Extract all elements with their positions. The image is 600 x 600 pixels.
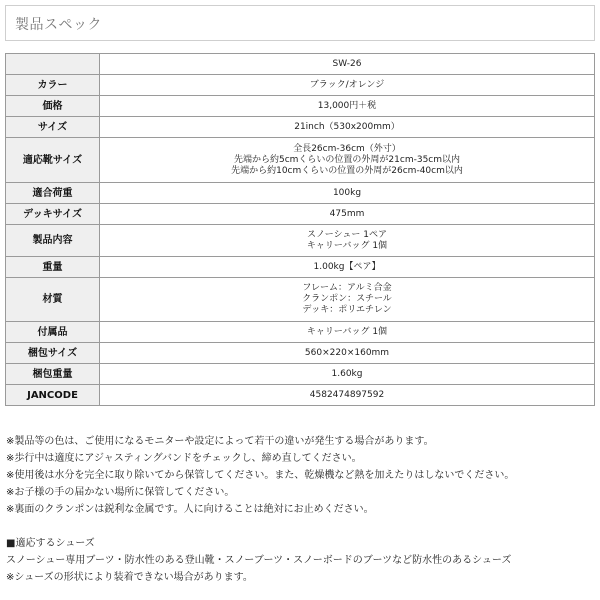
note-line: ※歩行中は適度にアジャスティングバンドをチェックし、締め直してください。 [6, 453, 362, 464]
row-label: 材質 [6, 278, 100, 322]
row-value [100, 257, 595, 278]
note-line: ※製品等の色は、ご使用になるモニターや設定によって若干の違いが発生する場合があります。 [6, 436, 434, 447]
row-label: 適応靴サイズ [6, 138, 100, 183]
row-value [100, 385, 595, 406]
value-line: 4582474897592 [309, 389, 385, 400]
row-label: デッキサイズ [6, 204, 100, 225]
row-value [100, 204, 595, 225]
value-line: 560×220×160mm [304, 347, 390, 358]
row-label: 価格 [6, 96, 100, 117]
shoes-heading: ■適応するシューズ [6, 538, 95, 549]
value-line: 先端から約10cmくらいの位置の外周が26cm-40cm以内 [231, 165, 463, 176]
value-line: 100kg [332, 187, 362, 198]
row-label: 梱包サイズ [6, 343, 100, 364]
note-line: ※お子様の手の届かない場所に保管してください。 [6, 487, 235, 498]
table-row [6, 117, 595, 138]
row-value [100, 117, 595, 138]
row-value [100, 343, 595, 364]
table-row [6, 278, 595, 322]
row-label: 重量 [6, 257, 100, 278]
value-line: 21inch（530x200mm） [294, 121, 400, 132]
value-line: ブラック/オレンジ [309, 79, 385, 90]
row-value [100, 183, 595, 204]
row-value [100, 225, 595, 257]
spec-table [5, 53, 595, 406]
value-line: 475mm [329, 208, 365, 219]
note-line: ※使用後は水分を完全に取り除いてから保管してください。また、乾燥機など熱を加えたりはしないでください。 [6, 470, 515, 481]
row-label: 適合荷重 [6, 183, 100, 204]
shoes-line: ※シューズの形状により装着できない場合があります。 [6, 572, 253, 583]
table-row [6, 257, 595, 278]
section-header [5, 5, 595, 41]
row-value [100, 96, 595, 117]
table-row [6, 96, 595, 117]
table-row [6, 225, 595, 257]
value-line: デッキ：ポリエチレン [302, 305, 392, 315]
table-row [6, 54, 595, 75]
row-label: JANCODE [6, 385, 100, 406]
value-line: キャリーバッグ 1個 [306, 240, 388, 251]
value-line: 1.60kg [331, 368, 363, 379]
table-row [6, 204, 595, 225]
value-line: 13,000円＋税 [317, 100, 377, 111]
value-line: キャリーバッグ 1個 [306, 326, 388, 337]
table-row [6, 385, 595, 406]
header-blank-cell [6, 54, 100, 75]
row-label: 梱包重量 [6, 364, 100, 385]
row-label: 付属品 [6, 322, 100, 343]
value-line: スノーシュー 1ペア [307, 229, 387, 240]
section-title: 製品スペック [15, 17, 102, 33]
row-label: カラー [6, 75, 100, 96]
row-value [100, 322, 595, 343]
table-row [6, 364, 595, 385]
row-value [100, 75, 595, 96]
row-value [100, 364, 595, 385]
model-cell: SW-26 [100, 54, 595, 75]
row-label: サイズ [6, 117, 100, 138]
value-line: フレーム：アルミ合金 [302, 283, 392, 293]
value-line: 全長26cm-36cm（外寸） [293, 143, 401, 154]
table-row [6, 343, 595, 364]
shoes-line: スノーシュー専用ブーツ・防水性のある登山靴・スノーブーツ・スノーボードのブーツなど防水性のあるシューズ [6, 555, 512, 566]
row-label: 製品内容 [6, 225, 100, 257]
value-line: クランポン：スチール [302, 294, 392, 304]
notes-section [6, 433, 594, 586]
spacer [6, 518, 594, 535]
row-value [100, 138, 595, 183]
note-line: ※裏面のクランポンは鋭利な金属です。人に向けることは絶対にお止めください。 [6, 504, 374, 515]
value-line: 先端から約5cmくらいの位置の外周が21cm-35cm以内 [233, 154, 461, 165]
table-row [6, 322, 595, 343]
table-row [6, 75, 595, 96]
row-value [100, 278, 595, 322]
table-row [6, 138, 595, 183]
value-line: 1.00kg【ペア】 [313, 261, 381, 272]
table-row [6, 183, 595, 204]
